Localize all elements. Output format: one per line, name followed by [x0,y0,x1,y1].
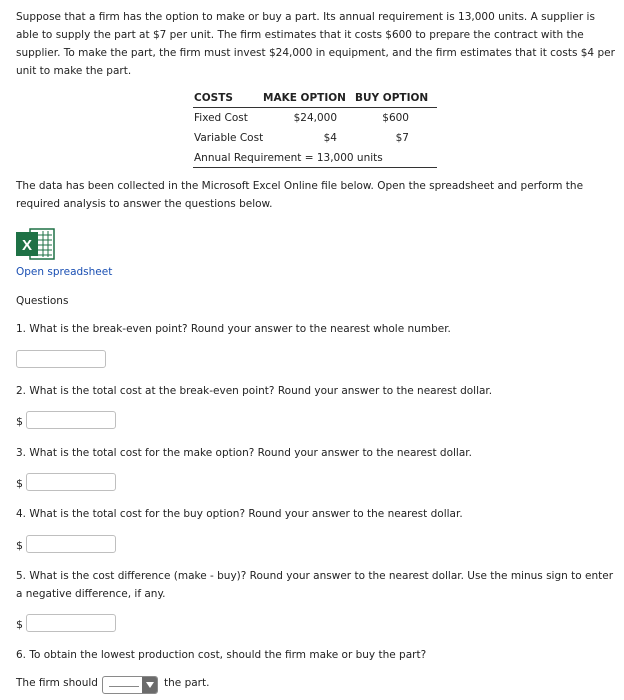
header-costs: COSTS [194,92,233,104]
question-2: 2. What is the total cost at the break-even point? Round your answer to the nearest dollar. [16,385,493,397]
question-3: 3. What is the total cost for the make option? Round your answer to the nearest dollar. [16,447,472,459]
data-note: The data has been collected in the Microsoft Excel Online file below. Open the spreadsheet and perform the required analysis to answer the questions below. [16,180,584,210]
table-row [193,128,437,148]
empty-value-line [109,686,139,687]
dropdown-button[interactable] [142,677,157,693]
row-label: Fixed Cost [194,112,248,124]
answer6-prefix: The firm should [16,677,98,689]
table-row [193,108,437,128]
table-bottom-rule [193,167,437,168]
row-make-value: $24,000 [293,112,337,124]
answer6-suffix: the part. [164,677,210,689]
question-6: 6. To obtain the lowest production cost, should the firm make or buy the part? [16,649,427,661]
chevron-down-icon [146,682,154,688]
question-5: 5. What is the cost difference (make - buy)? Round your answer to the nearest dollar. Use the minus sign to enter a negative difference, if any. [16,570,614,600]
annual-requirement: Annual Requirement = 13,000 units [194,152,383,164]
total-cost-break-even-input[interactable] [26,411,116,429]
table-header-row [193,88,437,108]
row-make-value: $4 [323,132,337,144]
currency-symbol: $ [16,618,23,631]
make-total-cost-input[interactable] [26,473,116,491]
header-make-option: MAKE OPTION [263,92,346,104]
row-label: Variable Cost [194,132,264,144]
buy-total-cost-input[interactable] [26,535,116,553]
break-even-input[interactable] [16,350,106,368]
annual-requirement-row [193,148,437,168]
intro-paragraph: Suppose that a firm has the option to make or buy a part. Its annual requirement is 13,000 units. A supplier is able to supply the part at $7 per unit. The firm estimates that it costs $600 to prepare the contract with the supplier. To make the part, the firm must invest $24,000 in equipment, and the firm estimates that it costs $4 per unit to make the part. [16,11,615,77]
header-buy-option: BUY OPTION [355,92,429,104]
row-buy-value: $600 [382,112,409,124]
currency-symbol: $ [16,477,23,490]
excel-icon[interactable] [16,226,56,262]
question-4: 4. What is the total cost for the buy option? Round your answer to the nearest dollar. [16,508,463,520]
question-1: 1. What is the break-even point? Round your answer to the nearest whole number. [16,323,451,335]
currency-symbol: $ [16,415,23,428]
row-buy-value: $7 [395,132,409,144]
open-spreadsheet-link[interactable]: Open spreadsheet [16,266,113,278]
cost-difference-input[interactable] [26,614,116,632]
svg-text:X: X [21,237,33,254]
questions-heading: Questions [16,295,69,307]
make-buy-select[interactable] [102,676,158,694]
currency-symbol: $ [16,539,23,552]
